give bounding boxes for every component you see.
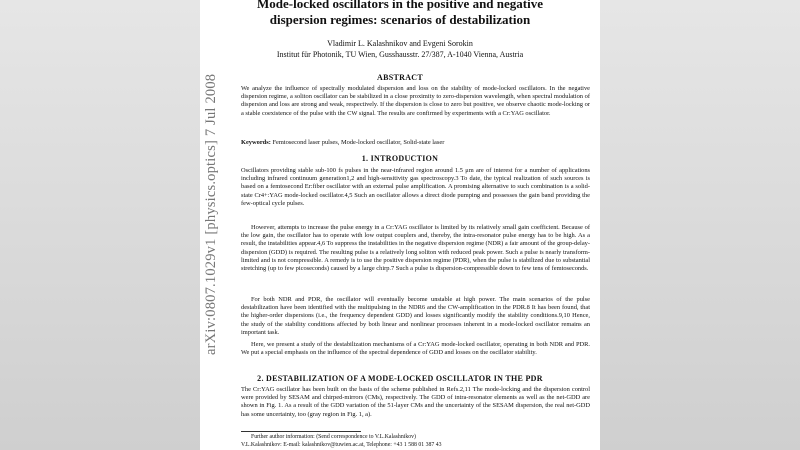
paper-title-line-1: Mode-locked oscillators in the positive and negative xyxy=(257,0,543,11)
section-2-heading: 2. DESTABILIZATION OF A MODE-LOCKED OSCILLATOR IN THE PDR xyxy=(257,374,543,383)
section-1-paragraph-2: However, attempts to increase the pulse energy in a Cr:YAG oscillator is limited by its relatively small gain coefficient. Because of the low gain, the oscillator has to operate with low output couplers and, thereby, the intra-resonator pulse energy has to be high. As a result, the instabilities appear.4,6 To suppress the instabilities in the negative dispersion regime (NDR) a fair amount of the group-delay-dispersion (GDD) is required. The resulting pulse is a relatively long soliton with reduced peak power. Such a pulse is nearly transform-limited and is not compressible. A remedy is to use the positive dispersion regime (PDR), when the pulse is stabilized due to substantial stretching (up to few picoseconds) caused by a large chirp.7 Such a pulse is dispersion-compressible down to few tens of femtoseconds. xyxy=(241,224,590,273)
affiliation: Institut für Photonik, TU Wien, Gusshausstr. 27/387, A-1040 Vienna, Austria xyxy=(276,50,524,59)
section-1-paragraph-1: Oscillators providing stable sub-100 fs pulses in the near-infrared region around 1.5 μm are of interest for a number of applications including infrared continuum generation1,2 and high-sensitivity gas spectroscopy.3 To date, the typical realization of such sources is based on a femtosecond Er:fiber oscillator with an external pulse amplification. A promising alternative to such combination is a solid-state Cr4+:YAG mode-locked oscillator.4,5 Such an oscillator allows a direct diode pumping and possesses the gain band providing the few-optical cycle pulses. xyxy=(241,167,590,207)
arxiv-stamp: arXiv:0807.1029v1 [physics.optics] 7 Jul 2008 xyxy=(203,73,219,355)
footnote-line-1: Further author information: (Send correspondence to V.L.Kalashnikov) xyxy=(251,434,416,440)
authors: Vladimir L. Kalashnikov and Evgeni Sorokin xyxy=(327,39,473,48)
section-1-paragraph-3: For both NDR and PDR, the oscillator will eventually become unstable at high power. The main scenarios of the pulse destabilization have been identified with the multipulsing in the NDR6 and the CW-amplification in the PDR.8 It has been found, that the higher-order dispersions (i.e., the frequency dependent GDD) and losses significantly modify the stability conditions.9,10 Hence, the study of the stability conditions affected by both linear and nonlinear processes inherent in a mode-locked oscillator remains an important task. xyxy=(241,296,590,336)
keywords-label: Keywords: xyxy=(241,139,271,146)
paper-title-line-2: dispersion regimes: scenarios of destabilization xyxy=(269,12,531,27)
abstract-heading: ABSTRACT xyxy=(377,73,423,82)
section-1-heading: 1. INTRODUCTION xyxy=(361,154,439,163)
abstract-text: We analyze the influence of spectrally modulated dispersion and loss on the stability of mode-locked oscillators. In the negative dispersion regime, a soliton oscillator can be stabilized in a close proximity to zero-dispersion wavelength, when spectral modulation of dispersion and loss are strong and weak, respectively. If the dispersion is close to zero but positive, we observe chaotic mode-locking or a stable coexistence of the pulse with the CW signal. The results are confirmed by experiments with a Cr:YAG oscillator. xyxy=(241,85,590,117)
keywords-text: Femtosecond laser pulses, Mode-locked oscillator, Solid-state laser xyxy=(272,139,445,146)
footnote-line-2: V.L.Kalashnikov: E-mail: kalashnikov@tuwien.ac.at, Telephone: +43 1 588 01 387 43 xyxy=(241,442,442,448)
section-1-paragraph-4: Here, we present a study of the destabilization mechanisms of a Cr:YAG mode-locked oscillator, operating in both NDR and PDR. We put a special emphasis on the influence of the spectral dependence of GDD and losses on the oscillator stability. xyxy=(241,341,590,357)
section-2-paragraph-1: The Cr:YAG oscillator has been built on the basis of the scheme published in Refs.2,11 The mode-locking and the dispersion control were provided by SESAM and chirped-mirrors (CMs), respectively. The GDD of intra-resonator elements as well as the net-GDD are shown in Fig. 1. As a result of the GDD variation of the 51-layer CMs and the uncertainty of the SESAM dispersion, the real net-GDD has some uncertainty, too (gray region in Fig. 1, a). xyxy=(241,386,590,418)
footnote-rule xyxy=(241,431,361,432)
keywords xyxy=(241,139,444,146)
